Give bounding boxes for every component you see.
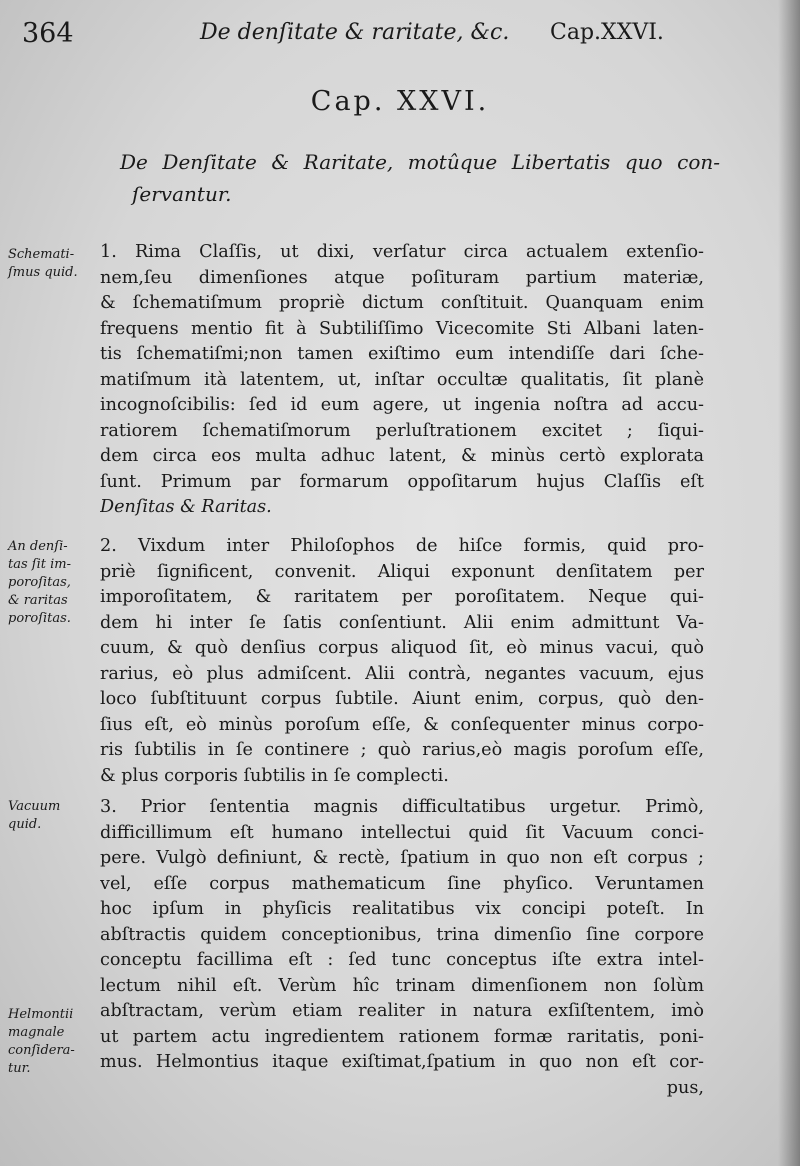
text-line: 2. Vixdum inter Philoſophos de hiſce formis, quid pro- <box>100 536 704 556</box>
text-line: 1. Rima Claſſis, ut dixi, verſatur circa actualem extenſio- <box>100 242 704 262</box>
margin-note-line: tur. <box>8 1061 31 1076</box>
text-line: cuum, & quò denſius corpus aliquod ſit, eò minus vacui, quò <box>100 638 704 658</box>
margin-note-line: An denſi- <box>8 539 68 554</box>
margin-note-line: Helmontii <box>8 1007 74 1022</box>
text-line: conceptu facillima eſt : ſed tunc conceptus iſte extra intel- <box>100 950 704 970</box>
text-line: mus. Helmontius itaque exiſtimat,ſpatium in quo non eſt cor- <box>100 1052 704 1072</box>
text-line: pere. Vulgò definiunt, & rectè, ſpatium in quo non eſt corpus ; <box>100 848 704 868</box>
text-line: hoc ipſum in phyſicis realitatibus vix concipi poteſt. In <box>100 899 704 919</box>
running-chapter: Cap.XXVI. <box>550 20 664 45</box>
margin-note-line: poroſitas, <box>8 575 71 590</box>
margin-note-line: poroſitas. <box>8 611 71 626</box>
margin-note-line: Vacuum <box>8 799 61 814</box>
chapter-title-line: ſervantur. <box>132 182 232 206</box>
margin-note-line: & raritas <box>8 593 68 608</box>
text-line: loco ſubſtituunt corpus ſubtile. Aiunt enim, corpus, quò den- <box>100 689 704 709</box>
running-head <box>0 14 800 54</box>
catchword: pus, <box>666 1077 704 1098</box>
margin-note-schematismus <box>8 246 94 282</box>
text-line: & plus corporis ſubtilis in ſe complecti. <box>100 765 449 786</box>
text-line: ſunt. Primum par formarum oppoſitarum hujus Claſſis eſt <box>100 471 704 492</box>
text-line: ſius eſt, eò minùs poroſum eſſe, & conſequenter minus corpo- <box>100 714 704 735</box>
margin-note-line: tas ſit im- <box>8 557 71 572</box>
text-line: matiſmum ità latentem, ut, inſtar occultæ qualitatis, ſit planè <box>100 369 704 390</box>
text-line: dem circa eos multa adhuc latent, & minùs certò explorata <box>100 446 704 466</box>
text-line: incognoſcibilis: ſed id eum agere, ut ingenia noſtra ad accu- <box>100 395 704 415</box>
text-line: frequens mentio fit à Subtiliſſimo Vicecomite Sti Albani laten- <box>100 318 704 339</box>
text-line: nem,ſeu dimenſiones atque poſituram partium materiæ, <box>100 267 704 288</box>
text-line: lectum nihil eſt. Verùm hîc trinam dimenſionem non ſolùm <box>100 975 704 996</box>
text-line: ut partem actu ingredientem rationem formæ raritatis, poni- <box>100 1026 704 1047</box>
margin-note-line: ſmus quid. <box>8 265 78 280</box>
margin-note-helmontii <box>8 1006 94 1078</box>
text-line: Denſitas & Raritas. <box>100 497 272 517</box>
margin-note-densitas <box>8 538 94 628</box>
paragraph-3 <box>100 795 704 1101</box>
margin-note-line: quid. <box>8 817 42 832</box>
margin-note-vacuum <box>8 798 94 834</box>
chapter-title <box>120 146 720 210</box>
text-line: abſtractis quidem conceptionibus, trina dimenſio ſine corpore <box>100 924 704 945</box>
paragraph-2 <box>100 534 704 789</box>
text-line: ris ſubtilis in ſe continere ; quò rarius,eò magis poroſum eſſe, <box>100 740 704 760</box>
text-line: imporoſitatem, & raritatem per poroſitatem. Neque qui- <box>100 587 704 607</box>
text-line: ratiorem ſchematiſmorum perluſtrationem excitet ; ſiqui- <box>100 420 704 441</box>
margin-note-line: conſidera- <box>8 1043 75 1058</box>
margin-note-line: magnale <box>8 1025 65 1040</box>
text-line: difficillimum eſt humano intellectui quid ſit Vacuum conci- <box>100 822 704 843</box>
text-line: & ſchematiſmum propriè dictum conſtituit. Quanquam enim <box>100 293 704 313</box>
text-line: vel, eſſe corpus mathematicum ſine phyſico. Veruntamen <box>100 873 704 894</box>
text-line: dem hi inter ſe ſatis conſentiunt. Alii enim admittunt Va- <box>100 612 704 633</box>
paragraph-1 <box>100 240 704 521</box>
text-line: abſtractam, verùm etiam realiter in natura exſiſtentem, imò <box>100 1001 704 1021</box>
text-line: priè ſignificent, convenit. Aliqui exponunt denſitatem per <box>100 561 704 582</box>
chapter-heading: Cap. XXVI. <box>310 86 490 117</box>
text-line: 3. Prior ſententia magnis difficultatibus urgetur. Primò, <box>100 797 704 817</box>
text-line: rarius, eò plus admiſcent. Alii contrà, negantes vacuum, ejus <box>100 663 704 684</box>
text-line: tis ſchematiſmi;non tamen exiſtimo eum intendiſſe dari ſche- <box>100 344 704 364</box>
page-number: 364 <box>22 18 74 49</box>
running-title: De denſitate & raritate, &c. <box>200 20 510 45</box>
chapter-title-line: De Denſitate & Raritate, motûque Libertatis quo con- <box>120 150 720 174</box>
margin-note-line: Schemati- <box>8 247 75 262</box>
